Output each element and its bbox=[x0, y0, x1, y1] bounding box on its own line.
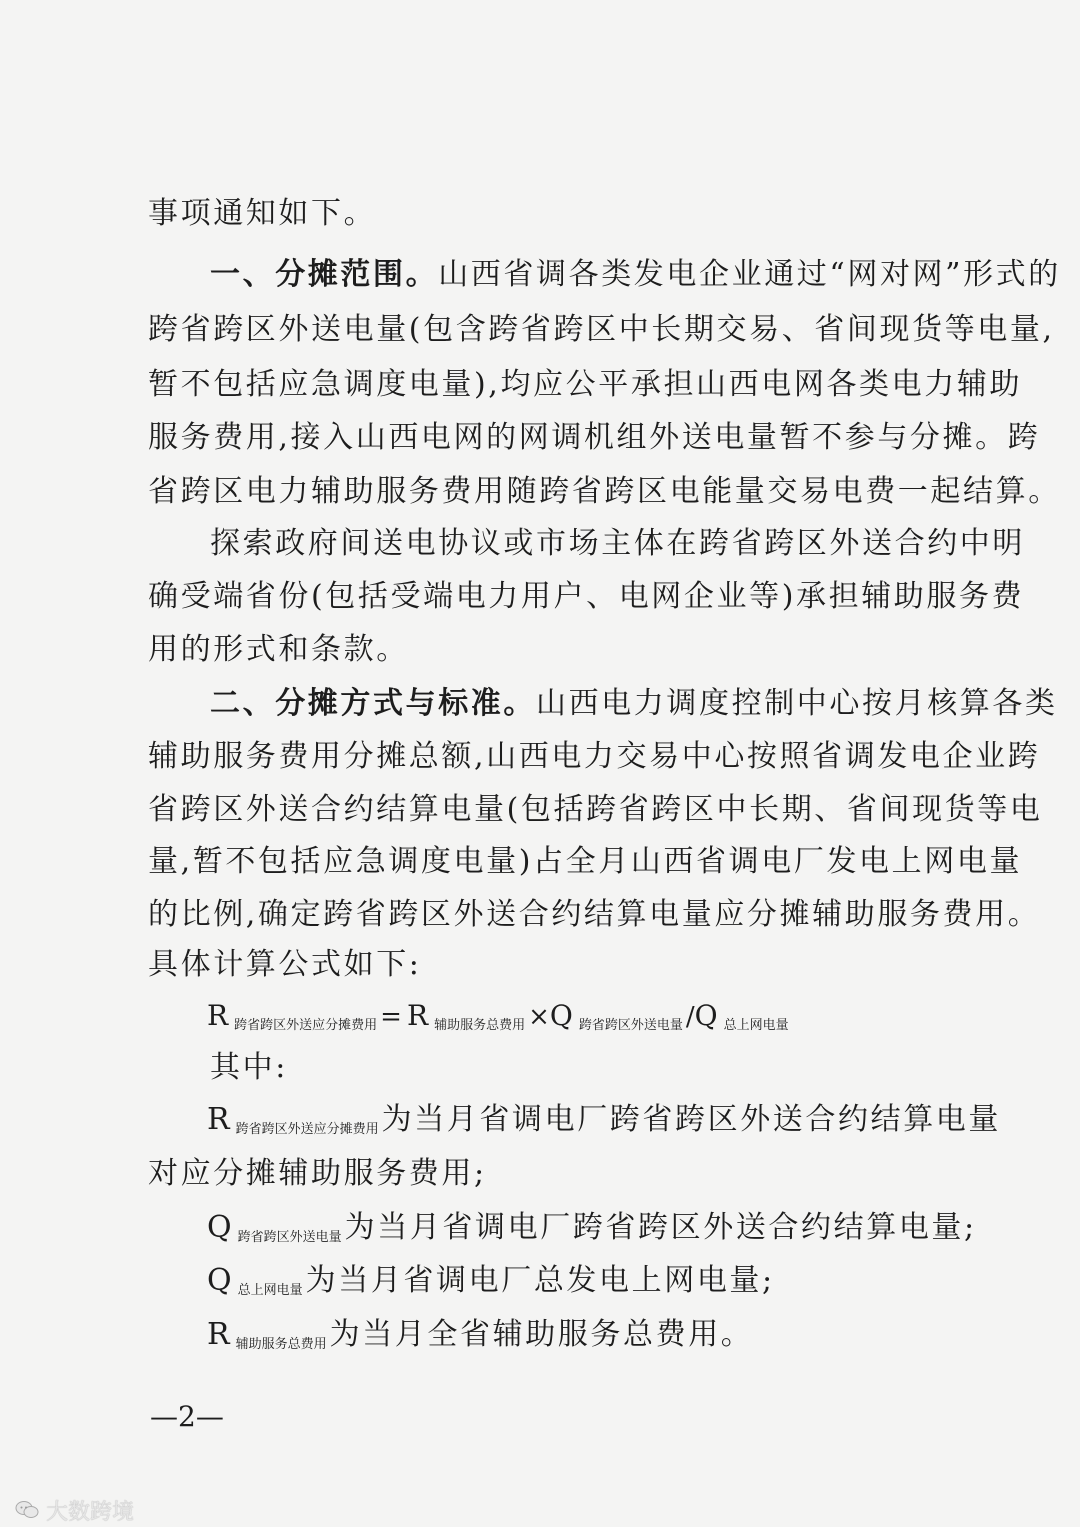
text-line-7: 探索政府间送电协议或市场主体在跨省跨区外送合约中明 bbox=[210, 526, 1025, 561]
section-2-heading-line: 二、分摊方式与标准。山西电力调度控制中心按月核算各类 bbox=[210, 686, 1058, 721]
definition-r-continued: 对应分摊辅助服务费用; bbox=[148, 1156, 487, 1191]
text-line-1: 事项通知如下。 bbox=[148, 196, 377, 231]
text-line-8: 确受端省份(包括受端电力用户、电网企业等)承担辅助服务费 bbox=[148, 579, 1025, 614]
section-1-heading: 一、分摊范围。 bbox=[210, 257, 439, 292]
watermark-text: 大数跨境 bbox=[46, 1499, 135, 1525]
text-line-6: 省跨区电力辅助服务费用随跨省跨区电能量交易电费一起结算。 bbox=[148, 474, 1061, 509]
page-number: —2— bbox=[150, 1400, 224, 1433]
where-label: 其中: bbox=[210, 1050, 288, 1085]
text-line-3: 跨省跨区外送电量(包含跨省跨区中长期交易、省间现货等电量, bbox=[148, 312, 1055, 347]
definition-r-total-line: R $_{辅助服务总费用}$ 为当月全省辅助服务总费用。 bbox=[207, 1317, 754, 1352]
formula: R $_{跨省跨区外送应分摊费用}$ = R $_{辅助服务总费用}$ ×Q $_{跨省跨区外送电量}$ /Q $_{总上网电量}$ bbox=[207, 999, 789, 1033]
definition-q-total-line: Q $_{总上网电量}$ 为当月省调电厂总发电上网电量; bbox=[207, 1263, 775, 1298]
definition-q-line: Q $_{跨省跨区外送电量}$ 为当月省调电厂跨省跨区外送合约结算电量; bbox=[207, 1210, 977, 1245]
chat-bubble-icon bbox=[14, 1499, 40, 1521]
text-line-11: 辅助服务费用分摊总额,山西电力交易中心按照省调发电企业跨 bbox=[148, 739, 1041, 774]
definition-r-line: R $_{跨省跨区外送应分摊费用}$ 为当月省调电厂跨省跨区外送合约结算电量 bbox=[207, 1102, 1002, 1137]
text-line-4: 暂不包括应急调度电量),均应公平承担山西电网各类电力辅助 bbox=[148, 367, 1023, 402]
section-2-heading: 二、分摊方式与标准。 bbox=[210, 686, 536, 721]
watermark bbox=[14, 1497, 134, 1523]
section-1-heading-line: 一、分摊范围。山西省调各类发电企业通过“网对网”形式的 bbox=[210, 257, 1061, 292]
text-line-14: 的比例,确定跨省跨区外送合约结算电量应分摊辅助服务费用。 bbox=[148, 897, 1041, 932]
text-line-13: 量,暂不包括应急调度电量)占全月山西省调电厂发电上网电量 bbox=[148, 844, 1023, 879]
text-line-15: 具体计算公式如下: bbox=[148, 947, 422, 982]
text-line-9: 用的形式和条款。 bbox=[148, 632, 409, 667]
text-line-12: 省跨区外送合约结算电量(包括跨省跨区中长期、省间现货等电 bbox=[148, 792, 1043, 827]
text-line-5: 服务费用,接入山西电网的网调机组外送电量暂不参与分摊。跨 bbox=[148, 420, 1041, 455]
